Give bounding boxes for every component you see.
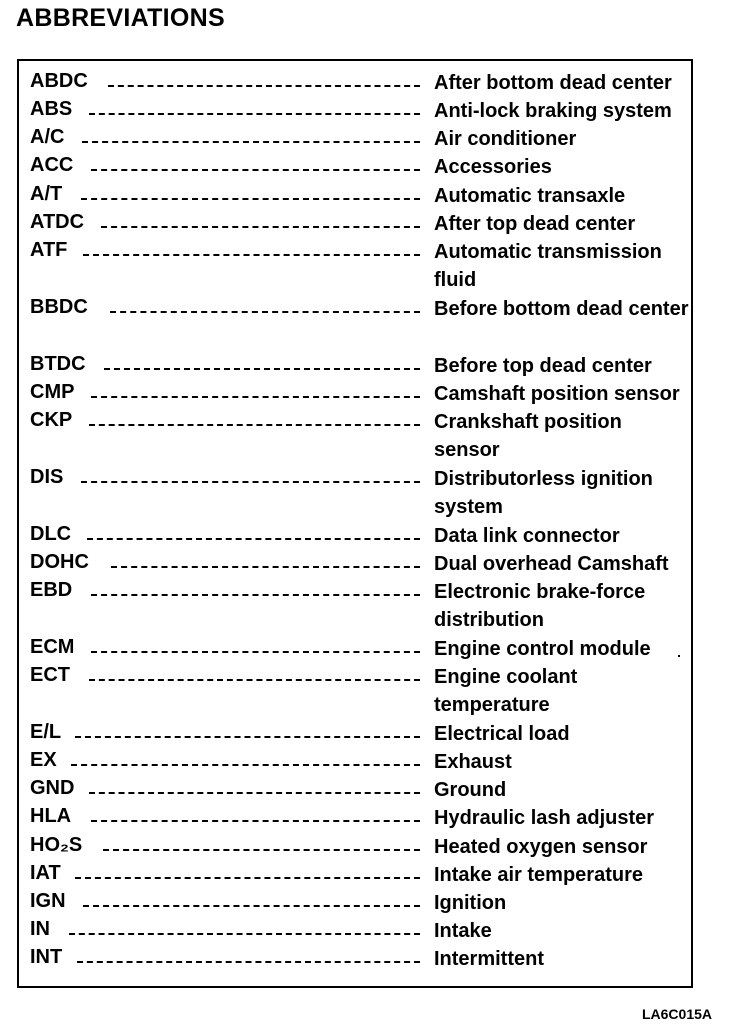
abbreviation: GND	[30, 777, 75, 799]
abbreviation: DOHC	[30, 551, 89, 573]
leader-line	[77, 961, 420, 963]
abbreviation: ATDC	[30, 211, 85, 233]
leader-line	[81, 198, 420, 200]
abbreviation: CKP	[30, 409, 73, 431]
leader-line	[104, 368, 420, 370]
definition: Electrical load	[434, 723, 570, 745]
leader-line	[83, 905, 420, 907]
leader-line	[91, 396, 420, 398]
definition: Intermittent	[434, 948, 544, 970]
abbreviation: INT	[30, 946, 63, 968]
abbreviation: BBDC	[30, 296, 88, 318]
abbreviation: DIS	[30, 466, 64, 488]
abbreviation: ATF	[30, 239, 68, 261]
definition: Data link connector	[434, 525, 620, 547]
leader-line	[101, 226, 420, 228]
leader-line	[111, 566, 420, 568]
abbreviation: A/C	[30, 126, 65, 148]
abbreviation: IAT	[30, 862, 61, 884]
abbreviation: HLA	[30, 805, 72, 827]
leader-line	[75, 877, 420, 879]
leader-line	[91, 594, 420, 596]
abbreviation: BTDC	[30, 353, 86, 375]
definition: After top dead center	[434, 213, 636, 235]
leader-line	[89, 113, 420, 115]
definition: Electronic brake-force distribution	[434, 581, 646, 632]
abbreviation: ECM	[30, 636, 75, 658]
scan-speck	[678, 655, 680, 657]
figure-reference-code: LA6C015A	[641, 1006, 712, 1022]
definition: Crankshaft position sensor	[434, 411, 622, 462]
abbreviations-table	[17, 59, 693, 988]
abbreviation: CMP	[30, 381, 75, 403]
definition: Accessories	[434, 156, 552, 178]
abbreviation: IGN	[30, 890, 66, 912]
abbreviation: ECT	[30, 664, 70, 686]
abbreviation: ACC	[30, 154, 74, 176]
leader-line	[89, 679, 420, 681]
leader-line	[89, 424, 420, 426]
definition: Heated oxygen sensor	[434, 836, 648, 858]
leader-line	[103, 849, 420, 851]
definition: Automatic transmission fluid	[434, 241, 662, 292]
definition: Engine coolant temperature	[434, 666, 578, 717]
definition: After bottom dead center	[434, 72, 672, 94]
definition: Before top dead center	[434, 355, 652, 377]
leader-line	[110, 311, 420, 313]
leader-line	[83, 254, 420, 256]
leader-line	[91, 169, 420, 171]
abbreviation: ABDC	[30, 70, 88, 92]
definition: Air conditioner	[434, 128, 577, 150]
definition: Automatic transaxle	[434, 185, 626, 207]
abbreviation: A/T	[30, 183, 63, 205]
leader-line	[108, 85, 420, 87]
definition: Engine control module	[434, 638, 651, 660]
definition: Anti-lock braking system	[434, 100, 672, 122]
abbreviation: HO₂S	[30, 834, 83, 856]
leader-line	[91, 651, 420, 653]
definition: Ground	[434, 779, 507, 801]
leader-line	[82, 141, 420, 143]
leader-line	[91, 820, 420, 822]
definition: Hydraulic lash adjuster	[434, 807, 655, 829]
definition: Dual overhead Camshaft	[434, 553, 669, 575]
definition: Intake air temperature	[434, 864, 643, 886]
definition: Distributorless ignition system	[434, 468, 653, 519]
abbreviation: E/L	[30, 721, 62, 743]
abbreviation: EX	[30, 749, 57, 771]
abbreviation: DLC	[30, 523, 72, 545]
definition: Intake	[434, 920, 492, 942]
abbreviation: EBD	[30, 579, 73, 601]
definition: Before bottom dead center	[434, 298, 689, 320]
leader-line	[89, 792, 420, 794]
definition: Exhaust	[434, 751, 512, 773]
definition: Camshaft position sensor	[434, 383, 680, 405]
leader-line	[75, 736, 420, 738]
definition: Ignition	[434, 892, 507, 914]
abbreviation: IN	[30, 918, 50, 940]
abbreviation: ABS	[30, 98, 73, 120]
leader-line	[87, 538, 420, 540]
leader-line	[71, 764, 420, 766]
leader-line	[81, 481, 420, 483]
page-title: ABBREVIATIONS	[16, 4, 226, 32]
leader-line	[69, 933, 420, 935]
